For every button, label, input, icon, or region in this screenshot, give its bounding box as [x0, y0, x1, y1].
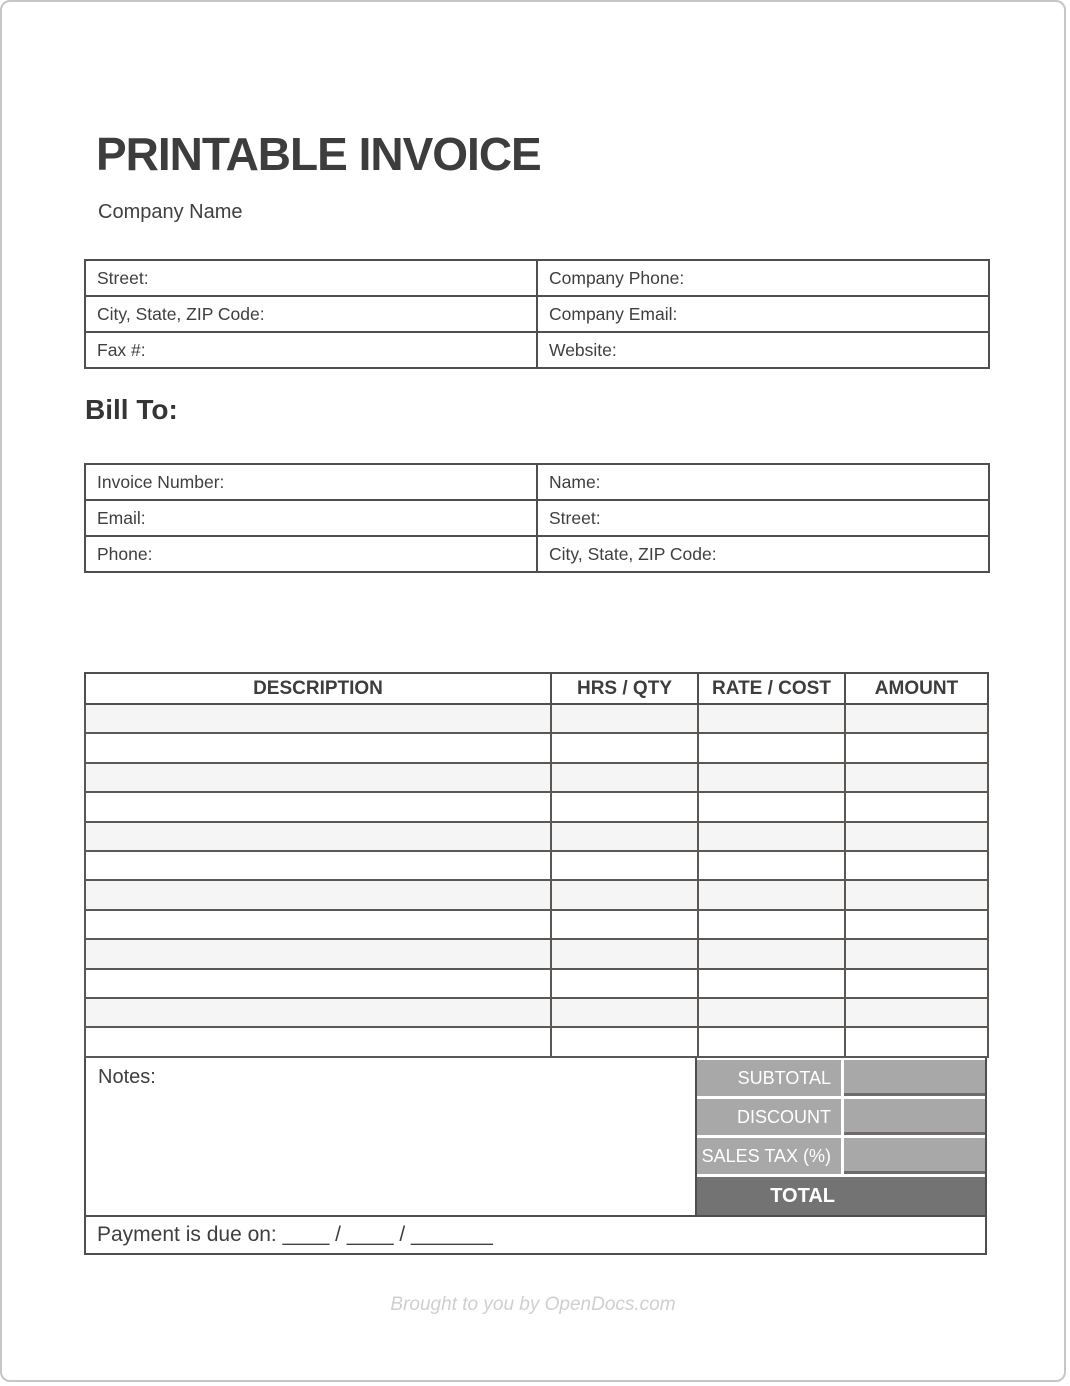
items-cell	[698, 792, 845, 821]
items-row	[85, 1027, 988, 1056]
info-field-label: Fax #:	[85, 332, 537, 368]
bill-to-heading: Bill To:	[85, 394, 178, 425]
total-label: TOTAL	[770, 1184, 835, 1207]
totals-row	[697, 1138, 985, 1174]
items-cell	[551, 910, 698, 939]
info-row	[85, 500, 989, 536]
items-cell	[698, 939, 845, 968]
total-row	[697, 1177, 985, 1215]
items-row	[85, 969, 988, 998]
items-cell	[85, 704, 551, 733]
items-cell	[85, 969, 551, 998]
items-cell	[551, 763, 698, 792]
items-cell	[698, 704, 845, 733]
totals-row-value	[844, 1060, 985, 1096]
items-row	[85, 880, 988, 909]
items-cell	[845, 969, 988, 998]
items-column-header: RATE / COST	[698, 673, 845, 704]
items-cell	[85, 851, 551, 880]
items-row	[85, 939, 988, 968]
totals-row-value	[844, 1138, 985, 1174]
items-row	[85, 822, 988, 851]
items-cell	[551, 704, 698, 733]
items-cell	[551, 998, 698, 1027]
items-cell	[845, 822, 988, 851]
info-field-label: City, State, ZIP Code:	[85, 296, 537, 332]
notes-cell	[84, 1058, 697, 1215]
items-cell	[698, 733, 845, 762]
company-info-table	[84, 259, 990, 369]
totals-row-label: SALES TAX (%)	[697, 1138, 841, 1174]
items-column-header: HRS / QTY	[551, 673, 698, 704]
items-row	[85, 704, 988, 733]
items-cell	[551, 792, 698, 821]
company-name: Company Name	[98, 201, 243, 223]
items-cell	[85, 939, 551, 968]
items-cell	[845, 939, 988, 968]
items-row	[85, 763, 988, 792]
items-cell	[551, 851, 698, 880]
items-cell	[845, 910, 988, 939]
totals-row-label: DISCOUNT	[697, 1099, 841, 1135]
totals-block	[697, 1058, 987, 1215]
info-row	[85, 536, 989, 572]
items-row	[85, 851, 988, 880]
items-cell	[85, 792, 551, 821]
items-cell	[845, 763, 988, 792]
info-row	[85, 332, 989, 368]
items-cell	[85, 763, 551, 792]
items-row	[85, 733, 988, 762]
items-cell	[551, 1027, 698, 1056]
items-cell	[551, 969, 698, 998]
line-items-table	[84, 672, 989, 1058]
items-cell	[845, 998, 988, 1027]
items-cell	[698, 910, 845, 939]
info-field-label: Street:	[537, 500, 989, 536]
info-field-label: Website:	[537, 332, 989, 368]
items-row	[85, 792, 988, 821]
items-cell	[698, 822, 845, 851]
info-field-label: Company Phone:	[537, 260, 989, 296]
info-row	[85, 464, 989, 500]
items-cell	[845, 851, 988, 880]
items-cell	[698, 880, 845, 909]
items-cell	[698, 763, 845, 792]
info-field-label: City, State, ZIP Code:	[537, 536, 989, 572]
payment-due-row	[84, 1215, 987, 1255]
bill-to-table	[84, 463, 990, 573]
totals-row-value	[844, 1099, 985, 1135]
totals-row	[697, 1060, 985, 1096]
items-cell	[845, 733, 988, 762]
info-field-label: Phone:	[85, 536, 537, 572]
items-cell	[551, 733, 698, 762]
items-cell	[698, 851, 845, 880]
notes-label: Notes:	[98, 1066, 156, 1088]
items-cell	[85, 822, 551, 851]
items-cell	[551, 822, 698, 851]
payment-due-text: Payment is due on: ____ / ____ / _______	[97, 1223, 493, 1246]
items-cell	[845, 792, 988, 821]
line-items-header-row	[85, 673, 988, 704]
info-row	[85, 260, 989, 296]
items-cell	[85, 998, 551, 1027]
info-field-label: Name:	[537, 464, 989, 500]
items-cell	[551, 880, 698, 909]
items-cell	[698, 998, 845, 1027]
totals-row	[697, 1099, 985, 1135]
info-field-label: Email:	[85, 500, 537, 536]
totals-row-label: SUBTOTAL	[697, 1060, 841, 1096]
items-cell	[85, 1027, 551, 1056]
items-cell	[85, 733, 551, 762]
items-cell	[85, 910, 551, 939]
items-cell	[551, 939, 698, 968]
footer-credit: Brought to you by OpenDocs.com	[390, 1294, 676, 1315]
info-field-label: Invoice Number:	[85, 464, 537, 500]
info-field-label: Street:	[85, 260, 537, 296]
info-row	[85, 296, 989, 332]
items-row	[85, 998, 988, 1027]
items-column-header: DESCRIPTION	[85, 673, 551, 704]
items-cell	[698, 969, 845, 998]
items-row	[85, 910, 988, 939]
info-field-label: Company Email:	[537, 296, 989, 332]
items-cell	[698, 1027, 845, 1056]
items-cell	[845, 1027, 988, 1056]
items-cell	[85, 880, 551, 909]
summary-section	[84, 1058, 987, 1215]
page-title: PRINTABLE INVOICE	[96, 128, 541, 180]
items-column-header: AMOUNT	[845, 673, 988, 704]
items-cell	[845, 880, 988, 909]
items-cell	[845, 704, 988, 733]
